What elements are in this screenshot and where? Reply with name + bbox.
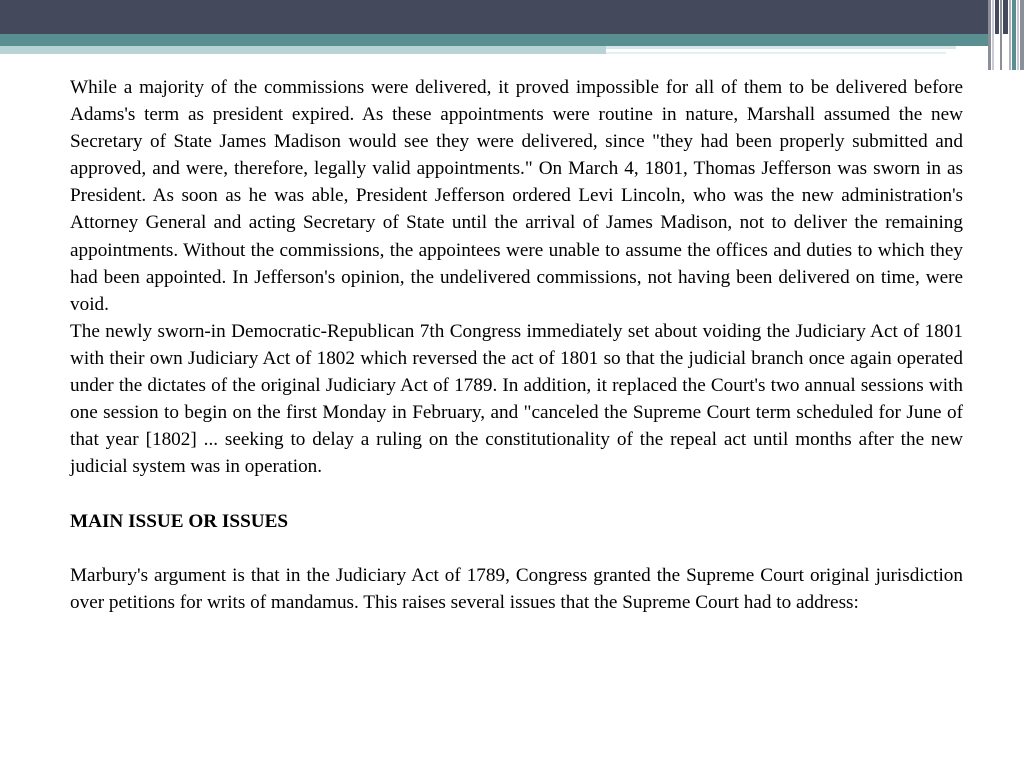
header-light-band: [0, 46, 606, 54]
stripe: [1012, 0, 1016, 70]
stripe: [1000, 0, 1002, 70]
header-vertical-stripes: [988, 0, 1024, 70]
paragraph-marbury-argument: Marbury's argument is that in the Judiciary Act of 1789, Congress granted the Supreme Court original jurisdiction over petitions for writs of mandamus. This raises several issues that the Supreme Court had to address:: [70, 564, 963, 613]
slide-body: [70, 74, 963, 616]
stripe: [1009, 0, 1011, 70]
stripe: [992, 0, 994, 70]
spacer: [70, 535, 963, 562]
header-thin-line: [606, 52, 946, 54]
header-dark-bar: [0, 0, 1024, 34]
header-light-band-right: [606, 46, 956, 49]
header-teal-band: [0, 34, 1024, 46]
stripe: [1003, 0, 1008, 34]
paragraph-commissions: While a majority of the commissions were delivered, it proved impossible for all of them to be delivered before Adams's term as president expired. As these appointments were routine in nature, Marshall assumed the new Secretary of State James Madison would see they were delivered, since "they had been properly submitted and approved, and were, therefore, legally valid appointments." On March 4, 1801, Thomas Jefferson was sworn in as President. As soon as he was able, President Jefferson ordered Levi Lincoln, who was the new administration's Attorney General and acting Secretary of State until the arrival of James Madison, not to deliver the remaining appointments. Without the commissions, the appointees were unable to assume the offices and duties to which they had been appointed. In Jefferson's opinion, the undelivered commissions, not having been delivered on time, were void.: [70, 77, 963, 315]
stripe: [1017, 0, 1019, 70]
stripe: [988, 0, 991, 70]
stripe: [1020, 0, 1024, 70]
stripe: [995, 0, 999, 34]
paragraph-congress: The newly sworn-in Democratic-Republican 7th Congress immediately set about voiding the Judiciary Act of 1801 with their own Judiciary Act of 1802 which reversed the act of 1801 so that the judicial branch once again operated under the dictates of the original Judiciary Act of 1789. In addition, it replaced the Court's two annual sessions with one session to begin on the first Monday in February, and "canceled the Supreme Court term scheduled for June of that year [1802] ... seeking to delay a ruling on the constitutionality of the repeal act until months after the new judicial system was in operation.: [70, 320, 963, 478]
section-heading: MAIN ISSUE OR ISSUES: [70, 510, 289, 532]
spacer: [70, 480, 963, 507]
